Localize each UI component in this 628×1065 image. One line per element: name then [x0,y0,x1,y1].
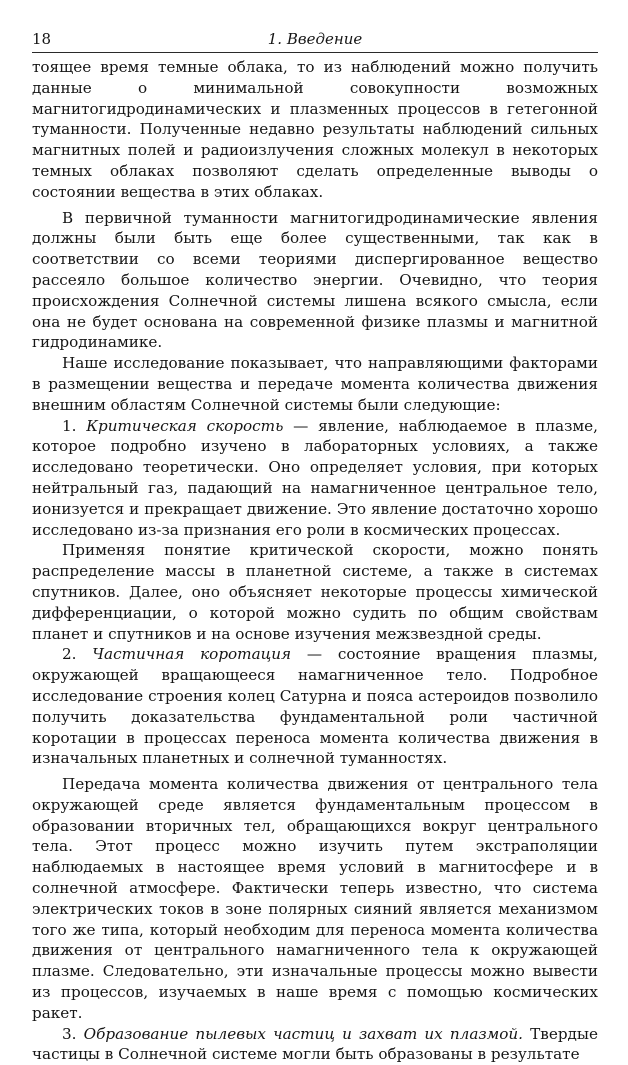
paragraph-study-factors [32,353,598,415]
paragraph-continuation [32,57,598,203]
paragraph-text: — состояние вращения плазмы, окружающей вращающееся намагниченное тело. Подробное исследование строения колец Сатурна и пояса астероидов позволило получить доказательства фундаментальной роли частичной коротации в процессах переноса момента количества движения в изначальных планетных и солнечной туманностях. [32,645,598,768]
list-item-partial-corotation [32,644,598,769]
term-italic: Образование пылевых частиц и захват их плазмой. [83,1024,524,1043]
paragraph-text: Применяя понятие критической скорости, можно понять распределение массы в планетной системе, а также в системах спутников. Далее, оно объясняет некоторые процессы химической дифференциации, о которой можно судить по общим свойствам планет и спутников и на основе изучения межзвездной среды. [32,541,598,643]
term-italic: Частичная коротация [92,645,292,664]
paragraph-text: Наше исследование показывает, что направляющими факторами в размещении вещества и передаче момента количества движения внешним областям Солнечной системы были следующие: [32,354,598,414]
list-item-dust-formation [32,1024,598,1065]
list-item-critical-velocity [32,416,598,541]
paragraph-critical-velocity-applications [32,540,598,644]
page-body [32,57,598,1065]
paragraph-text: Передача момента количества движения от центрального тела окружающей среде является фундаментальным процессом в образовании вторичных тел, обращающихся вокруг центрального тела. Этот процесс можно изучить путем экстраполяции наблюдаемых в настоящее время условий в магнитосфере и в солнечной атмосфере. Фактически теперь известно, что система электрических токов в зоне полярных сияний является механизмом того же типа, который необходим для переноса момента количества движения от центрального намагниченного тела к окружающей плазме. Следовательно, эти изначальные процессы можно вывести из процессов, изучаемых в наше время с помощью космических ракет. [32,775,598,1022]
list-number: 1. [62,416,87,435]
page-number: 18 [32,30,52,48]
paragraph-text: В первичной туманности магнитогидродинамические явления должны были быть еще более существенными, так как в соответствии со всеми теориями диспергированное вещество рассеяло большое количество энергии. Очевидно, что теория происхождения Солнечной системы лишена всякого смысла, если она не будет основана на современной физике плазмы и магнитной гидродинамике. [32,208,598,352]
paragraph-text: тоящее время темные облака, то из наблюдений можно получить данные о минимальной совокупности возможных магнитогидродинамических и плазменных процессов в гетегонной туманности. Полученные недавно результаты наблюдений сильных магнитных полей и радиоизлучения сложных молекул в некоторых темных облаках позволяют сделать определенные выводы о состоянии вещества в этих облаках. [32,58,598,201]
paragraph-text: — явление, наблюдаемое в плазме, которое подробно изучено в лабораторных условиях, а также исследовано теоретически. Оно определяет условия, при которых нейтральный газ, падающий на намагниченное центральное тело, ионизуется и прекращает движение. Это явление достаточно хорошо исследовано из-за признания его роли в космических процессах. [32,416,598,539]
paragraph-text: Твердые частицы в Солнечной системе могли быть образованы в результате [32,1024,598,1064]
term-italic: Критическая скорость [86,416,284,435]
list-number: 3. [62,1024,84,1043]
paragraph-angular-momentum-transfer [32,774,598,1024]
running-head: 1. Введение [267,30,363,48]
paragraph-primary-nebula [32,208,598,354]
page-header [32,26,598,53]
list-number: 2. [62,645,93,664]
